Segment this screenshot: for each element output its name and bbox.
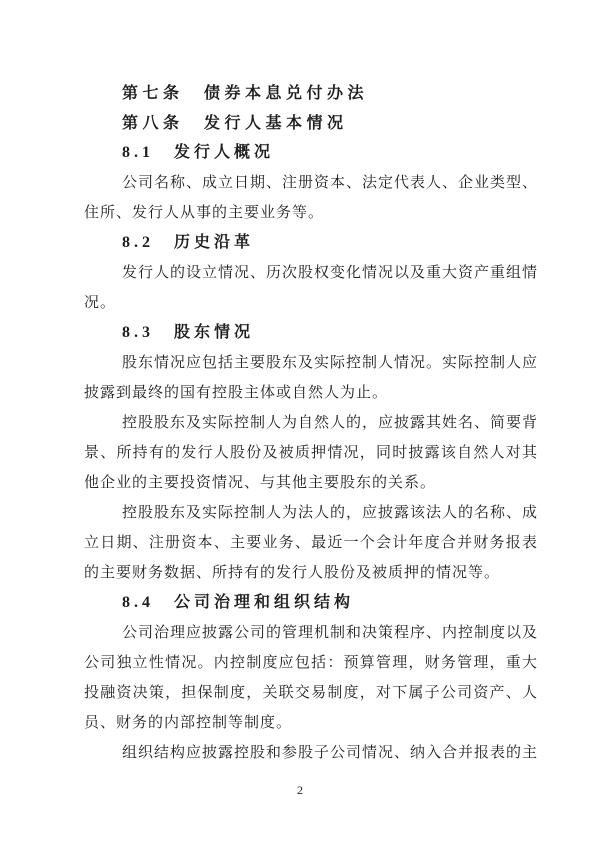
- page-number: 2: [297, 783, 303, 797]
- body-paragraph: 发行人的设立情况、历次股权变化情况以及重大资产重组情况。: [84, 265, 539, 311]
- body-paragraph: 股东情况应包括主要股东及实际控制人情况。实际控制人应披露到最终的国有控股主体或自然人为止。: [84, 355, 539, 401]
- section-heading: 8.3 股东情况: [122, 324, 255, 341]
- chapter-heading: 第八条 发行人基本情况: [122, 113, 348, 132]
- section-heading: 8.1 发行人概况: [122, 144, 275, 161]
- section-heading: 8.2 历史沿革: [122, 234, 255, 251]
- body-paragraph: 控股股东及实际控制人为自然人的，应披露其姓名、简要背景、所持有的发行人股份及被质押情况，同时披露该自然人对其他企业的主要投资情况、与其他主要股东的关系。: [84, 415, 539, 491]
- chapter-heading: 第七条 债券本息兑付办法: [122, 83, 369, 102]
- document-body: [84, 78, 538, 768]
- body-paragraph: 公司名称、成立日期、注册资本、法定代表人、企业类型、住所、发行人从事的主要业务等。: [84, 175, 539, 221]
- section-heading: 8.4 公司治理和组织结构: [122, 594, 355, 611]
- body-paragraph: 公司治理应披露公司的管理机制和决策程序、内控制度以及公司独立性情况。内控制度应包括：预算管理，财务管理，重大投融资决策，担保制度，关联交易制度，对下属子公司资产、人员、财务的内部控制等制度。: [84, 625, 539, 731]
- body-paragraph: 组织结构应披露控股和参股子公司情况、纳入合并报表的主: [122, 745, 539, 761]
- body-paragraph: 控股股东及实际控制人为法人的，应披露该法人的名称、成立日期、注册资本、主要业务、最近一个会计年度合并财务报表的主要财务数据、所持有的发行人股份及被质押的情况等。: [84, 505, 539, 581]
